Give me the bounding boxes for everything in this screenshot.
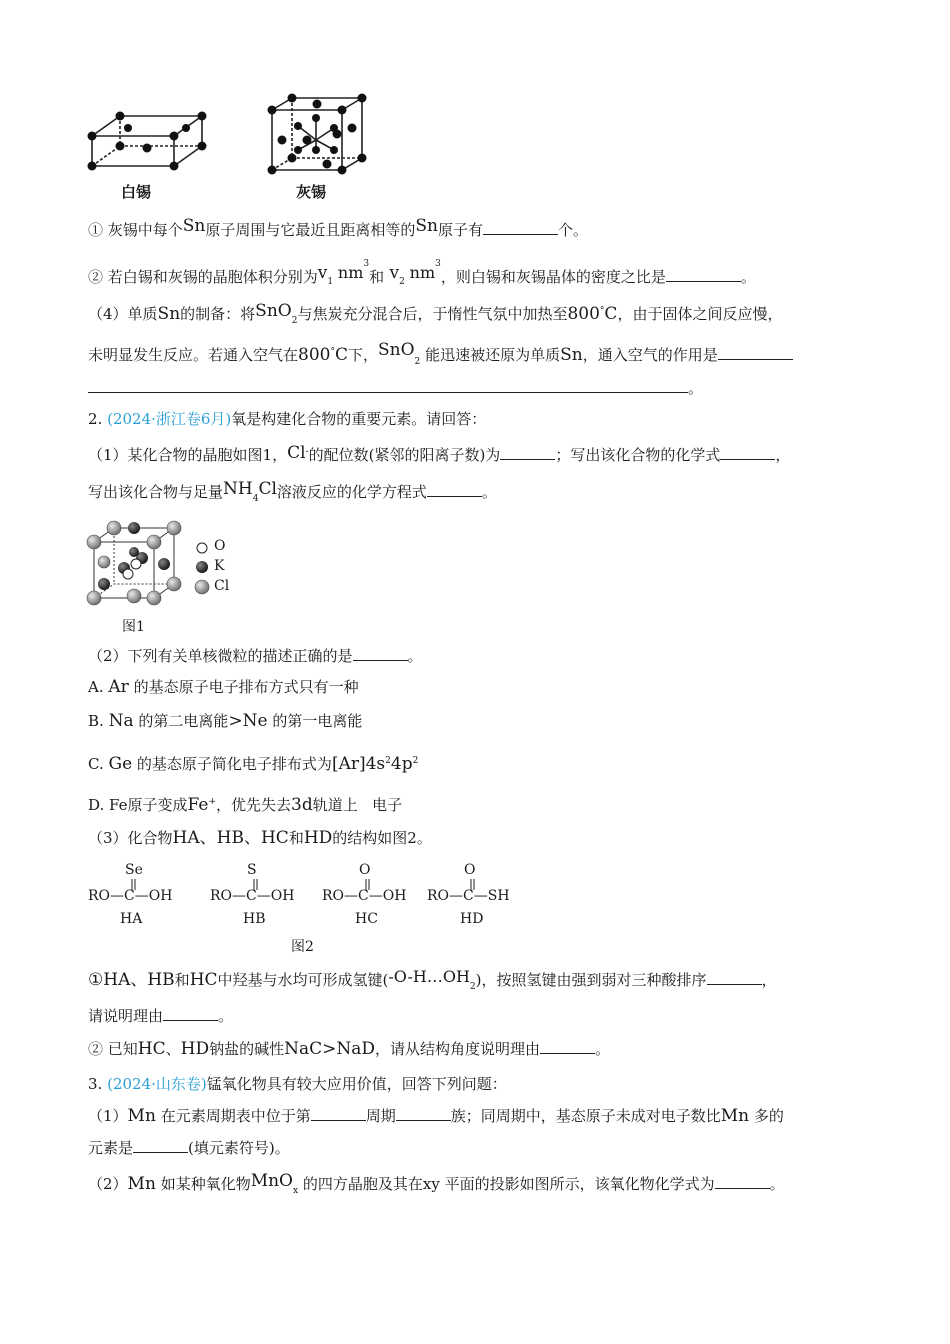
answer-blank[interactable] [500, 445, 555, 460]
q2-part1-line2: 写出该化合物与足量$NH_4Cl$溶液反应的化学方程式 。 [88, 479, 497, 504]
q3-source: (2024·山东卷) [107, 1075, 207, 1093]
answer-blank[interactable] [707, 970, 762, 985]
q3-part1-line2: 元素是 (填元素符号)。 [88, 1139, 290, 1157]
answer-blank[interactable] [88, 378, 688, 393]
double-bond-lines [80, 878, 500, 892]
q2-part1-line1: （1）某化合物的晶胞如图1，Cl-的配位数(紧邻的阳离子数)为 ；写出该化合物的化学式 ， [88, 443, 791, 464]
q1-line-3: （4）单质Sn的制备：将SnO$_2$与焦炭充分混合后，于惰性气氛中加热至800°C，由于固体之间反应慢， [88, 301, 783, 326]
answer-blank[interactable] [311, 1106, 366, 1121]
white-tin-label: 白锡 [121, 183, 152, 201]
white-tin-cell [92, 116, 202, 166]
option-b[interactable]: B. Na 的第二电离能>Ne 的第一电离能 [88, 711, 363, 731]
oxygen-legend-icon [197, 543, 207, 553]
potassium-legend-icon [196, 561, 208, 573]
figure-1-unit-cell [82, 516, 192, 611]
label-ha: HA [120, 911, 143, 927]
option-c[interactable]: C. Ge 的基态原子简化电子排布式为$[Ar]4s^24p^2$ [88, 754, 419, 774]
answer-blank[interactable] [163, 1006, 218, 1021]
q1-line-1: ① 灰锡中每个Sn原子周围与它最近且距离相等的Sn原子有 个。 [88, 216, 589, 239]
chlorine-legend-icon [195, 580, 209, 594]
legend-k-label: K [214, 558, 225, 574]
q2-part3-sub1: ①HA、HB和HC中羟基与水均可形成氢键$(-O-H\dots OH_2)$，按照氢键由强到弱对三种酸排序 ， [88, 967, 777, 992]
label-hb: HB [243, 911, 266, 927]
answer-blank[interactable] [720, 445, 775, 460]
answer-blank[interactable] [540, 1039, 595, 1054]
label-hc: HC [355, 911, 378, 927]
q3-part2: （2）Mn 如某种氧化物MnO$_x$ 的四方晶胞及其在xy 平面的投影如图所示，该氧化物化学式为 。 [88, 1171, 785, 1196]
figure-2-caption: 图2 [291, 939, 314, 955]
q1-line-4: 未明显发生反应。若通入空气在800°C下，SnO$_2$ 能迅速被还原为单质Sn，通入空气的作用是 [88, 342, 793, 372]
q2-part3-sub1-reason: 请说明理由 。 [88, 1007, 234, 1025]
q3-header: 3. (2024·山东卷)锰氧化物具有较大应用价值，回答下列问题： [88, 1075, 507, 1093]
answer-blank[interactable] [396, 1106, 451, 1121]
answer-blank[interactable] [133, 1138, 188, 1153]
answer-blank[interactable] [666, 267, 741, 282]
q2-part3-sub2: ② 已知HC、HD钠盐的碱性NaC>NaD，请从结构角度说明理由 。 [88, 1039, 611, 1059]
gray-tin-label: 灰锡 [296, 183, 327, 201]
q3-part1-line1: （1）Mn 在元素周期表中位于第 周期 族；同周期中，基态原子未成对电子数比Mn 多的 [88, 1106, 784, 1126]
option-a[interactable]: A. Ar 的基态原子电子排布方式只有一种 [88, 677, 359, 697]
q2-source: (2024·浙江卷6月) [107, 410, 232, 428]
q2-part3-stem: （3）化合物HA、HB、HC和HD的结构如图2。 [88, 828, 432, 848]
answer-blank[interactable] [715, 1174, 770, 1189]
answer-blank[interactable] [718, 345, 793, 360]
answer-blank[interactable] [483, 220, 558, 235]
gray-tin-cell [272, 98, 362, 170]
q2-part2-stem: （2）下列有关单核微粒的描述正确的是 。 [88, 647, 423, 665]
q1-line-2: ② 若白锡和灰锡的晶胞体积分别为$v_1$ $nm^3$和 $v_2$ $nm^3$，则白锡和灰锡晶体的密度之比是 。 [88, 259, 756, 287]
answer-blank[interactable] [427, 482, 482, 497]
answer-blank[interactable] [353, 646, 408, 661]
figure-1-legend-symbols [194, 538, 212, 598]
figure-1-caption: 图1 [122, 619, 145, 635]
legend-o-label: O [214, 538, 226, 554]
q2-header: 2. (2024·浙江卷6月)氧是构建化合物的重要元素。请回答： [88, 410, 487, 428]
option-d[interactable]: D. Fe原子变成Fe+，优先失去3d轨道上 电子 [88, 795, 403, 815]
label-hd: HD [460, 911, 484, 927]
legend-cl-label: Cl [214, 578, 230, 594]
q1-line-5: 。 [88, 378, 703, 398]
